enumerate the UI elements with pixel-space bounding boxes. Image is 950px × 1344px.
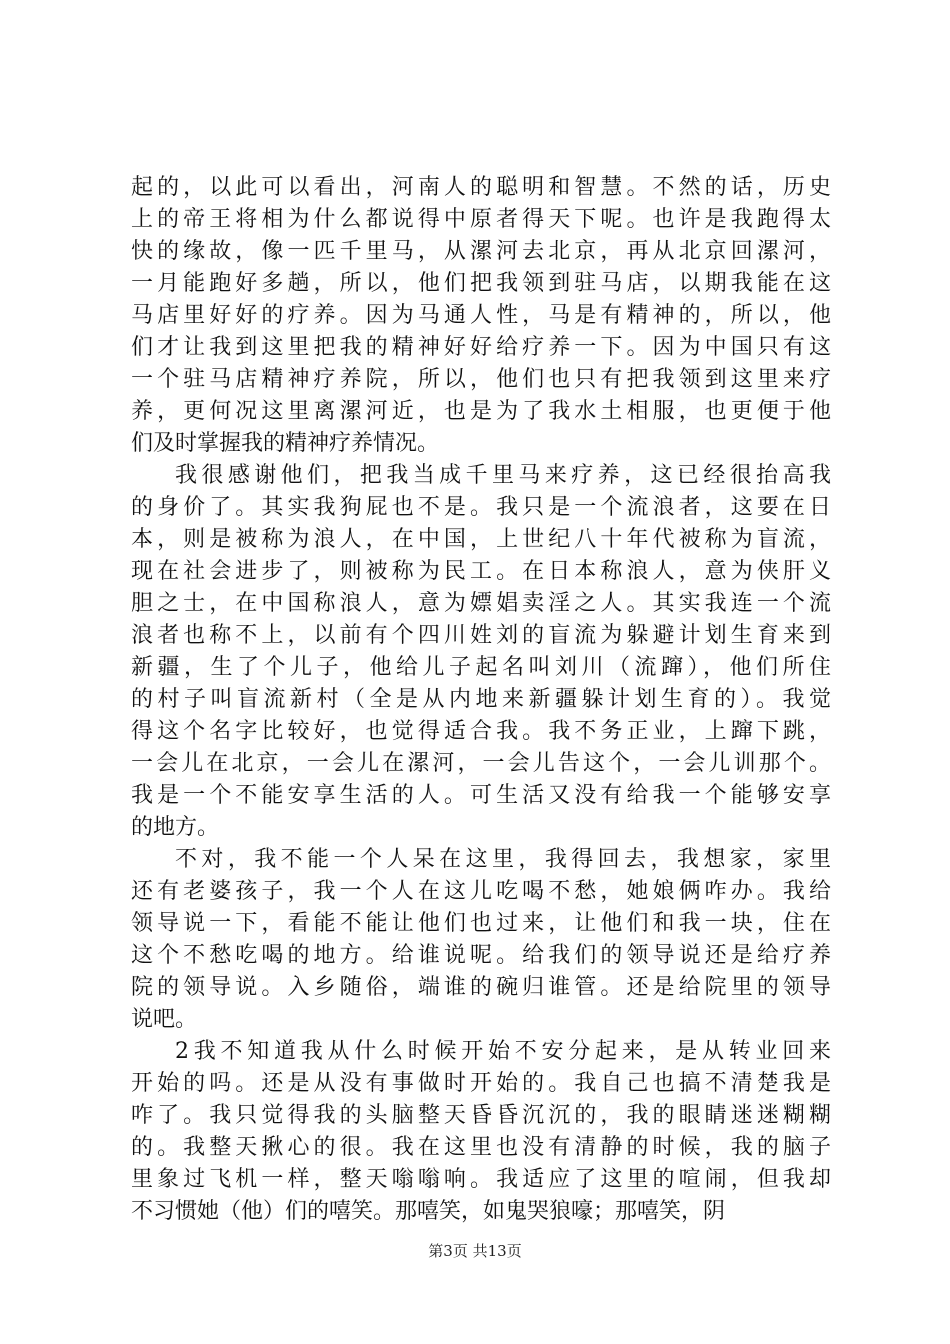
text-line: 们及时掌握我的精神疗养情况。 — [131, 431, 440, 456]
text-line: 2我不知道我从什么时候开始不安分起来，是从转业回来 — [175, 1039, 831, 1064]
text-line: 咋了。我只觉得我的头脑整天昏昏沉沉的，我的眼睛迷迷糊糊 — [131, 1103, 831, 1128]
text-line: 说吧。 — [131, 1007, 198, 1032]
text-line: 胆之士，在中国称浪人，意为嫖娼卖淫之人。其实我连一个流 — [131, 591, 831, 616]
text-line: 得这个名字比较好，也觉得适合我。我不务正业，上蹿下跳， — [131, 719, 831, 744]
text-line: 浪者也称不上，以前有个四川姓刘的盲流为躲避计划生育来到 — [131, 623, 831, 648]
page-footer: 第3页 共13页 — [428, 1242, 522, 1260]
text-line: 的。我整天揪心的很。我在这里也没有清静的时候，我的脑子 — [131, 1135, 831, 1160]
text-line: 里象过飞机一样，整天嗡嗡响。我适应了这里的喧闹，但我却 — [131, 1167, 831, 1192]
text-line: 们才让我到这里把我的精神好好给疗养一下。因为中国只有这 — [131, 335, 831, 360]
text-line: 一个驻马店精神疗养院，所以，他们也只有把我领到这里来疗 — [131, 367, 831, 392]
paragraph — [131, 1036, 831, 1228]
text-line: 开始的吗。还是从没有事做时开始的。我自己也搞不清楚我是 — [131, 1071, 831, 1096]
text-line: 养，更何况这里离漯河近，也是为了我水土相服，也更便于他 — [131, 399, 831, 424]
text-line: 马店里好好的疗养。因为马通人性，马是有精神的，所以，他 — [131, 303, 831, 328]
body-text — [131, 172, 831, 1228]
text-line: 的村子叫盲流新村（全是从内地来新疆躲计划生育的）。我觉 — [131, 687, 831, 712]
text-line: 这个不愁吃喝的地方。给谁说呢。给我们的领导说还是给疗养 — [131, 943, 831, 968]
paragraph — [131, 844, 831, 1036]
text-line: 我是一个不能安享生活的人。可生活又没有给我一个能够安享 — [131, 783, 831, 808]
text-line: 的地方。 — [131, 815, 220, 840]
text-line: 快的缘故，像一匹千里马，从漯河去北京，再从北京回漯河， — [131, 239, 831, 264]
paragraph — [131, 172, 831, 460]
text-line: 起的，以此可以看出，河南人的聪明和智慧。不然的话，历史 — [131, 175, 831, 200]
text-line: 不习惯她（他）们的嘻笑。那嘻笑，如鬼哭狼嚎；那嘻笑，阴 — [131, 1199, 726, 1224]
text-line: 一月能跑好多趟，所以，他们把我领到驻马店，以期我能在这 — [131, 271, 831, 296]
text-line: 新疆，生了个儿子，他给儿子起名叫刘川（流蹿），他们所住 — [131, 655, 831, 680]
text-line: 本，则是被称为浪人，在中国，上世纪八十年代被称为盲流， — [131, 527, 831, 552]
text-line: 院的领导说。入乡随俗，端谁的碗归谁管。还是给院里的领导 — [131, 975, 831, 1000]
text-line: 上的帝王将相为什么都说得中原者得天下呢。也许是我跑得太 — [131, 207, 831, 232]
paragraph — [131, 460, 831, 844]
text-line: 一会儿在北京，一会儿在漯河，一会儿告这个，一会儿训那个。 — [131, 751, 831, 776]
text-line: 现在社会进步了，则被称为民工。在日本称浪人，意为侠肝义 — [131, 559, 831, 584]
text-line: 我很感谢他们，把我当成千里马来疗养，这已经很抬高我 — [175, 463, 831, 488]
text-line: 不对，我不能一个人呆在这里，我得回去，我想家，家里 — [175, 847, 831, 872]
text-line: 还有老婆孩子，我一个人在这儿吃喝不愁，她娘俩咋办。我给 — [131, 879, 831, 904]
text-line: 的身价了。其实我狗屁也不是。我只是一个流浪者，这要在日 — [131, 495, 831, 520]
text-line: 领导说一下，看能不能让他们也过来，让他们和我一块，住在 — [131, 911, 831, 936]
